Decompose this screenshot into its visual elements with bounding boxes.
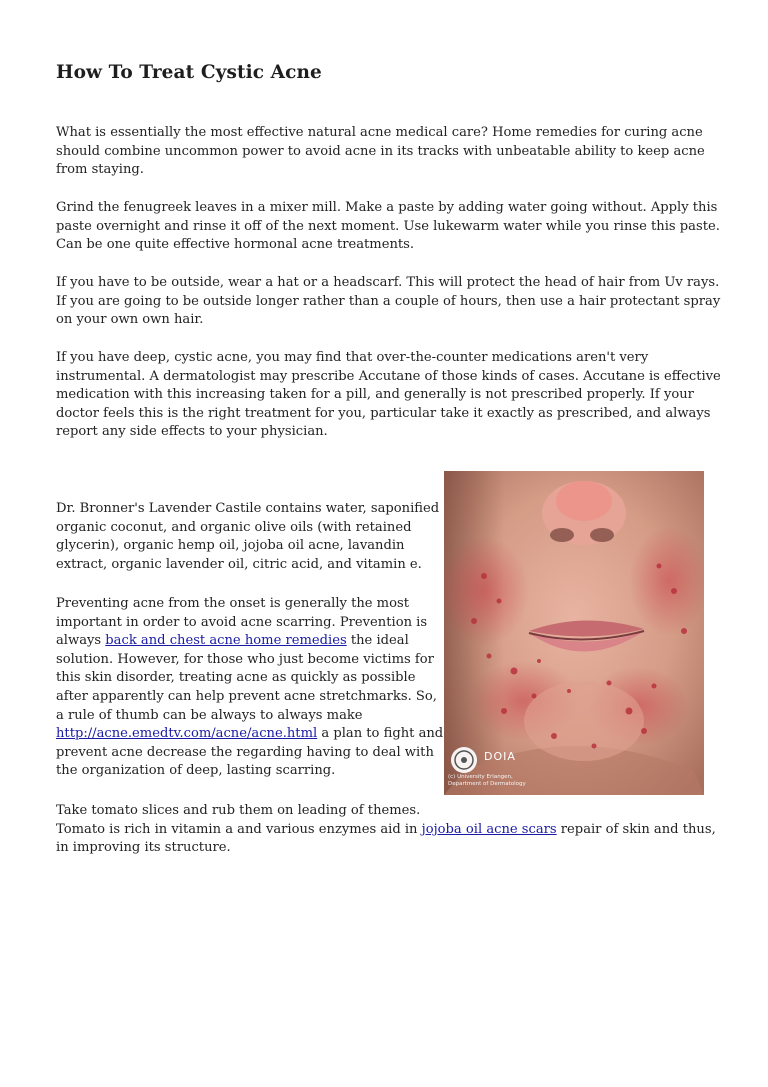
text-line: report any side effects to your physician. <box>56 424 328 440</box>
text-fragment: a plan to fight and <box>317 726 444 742</box>
paragraph-headscarf <box>56 274 721 330</box>
text-line: If you have to be outside, wear a hat or a headscarf. This will protect the head of hair from Uv rays. <box>56 275 720 290</box>
text-line: Dr. Bronner's Lavender Castile contains water, saponified <box>56 501 440 516</box>
text-line: this skin disorder, treating acne as quickly as possible <box>56 670 416 686</box>
text-fragment: always <box>56 633 106 649</box>
text-line: What is essentially the most effective natural acne medical care? Home remedies for curing acne <box>56 125 703 140</box>
text-line: on your own own hair. <box>56 312 204 328</box>
page-title: How To Treat Cystic Acne <box>56 62 322 83</box>
text-line: from staying. <box>56 162 144 178</box>
text-line: glycerin), organic hemp oil, jojoba oil acne, lavandin <box>56 538 405 554</box>
paragraph-prevention <box>56 595 444 781</box>
text-line: important in order to avoid acne scarring. Prevention is <box>56 614 428 630</box>
text-line: the organization of deep, lasting scarring. <box>56 763 336 779</box>
link-jojoba-acne-scars[interactable]: jojoba oil acne scars <box>421 821 557 837</box>
paragraph-fenugreek <box>56 199 720 255</box>
paragraph-castile-soap <box>56 500 441 574</box>
text-line: Can be one quite effective hormonal acne treatments. <box>56 237 415 253</box>
text-line: instrumental. A dermatologist may prescribe Accutane of those kinds of cases. Accutane is effective <box>56 368 721 384</box>
text-line <box>56 632 441 651</box>
paragraph-intro <box>56 124 716 180</box>
text-line: solution. However, for those who just become victims for <box>56 651 434 667</box>
paragraph-tomato <box>56 802 716 858</box>
text-line: extract, organic lavender oil, citric acid, and vitamin e. <box>56 556 422 572</box>
photo-caption <box>448 774 526 788</box>
acne-face-photo <box>444 471 704 795</box>
text-fragment: the ideal <box>346 633 409 649</box>
text-line: Grind the fenugreek leaves in a mixer mill. Make a paste by adding water going without. Apply this <box>56 200 718 215</box>
face-illustration <box>444 471 704 795</box>
text-line: paste overnight and rinse it off of the next moment. Use lukewarm water while you rinse this paste. <box>56 218 720 234</box>
text-fragment: repair of skin and thus, <box>556 821 716 837</box>
text-line: If you have deep, cystic acne, you may find that over-the-counter medications aren't very <box>56 350 649 365</box>
text-line <box>56 725 444 744</box>
text-line: prevent acne decrease the regarding having to deal with <box>56 744 434 760</box>
photo-logo-text: DOIA <box>484 750 516 763</box>
text-line: a rule of thumb can be always to always make <box>56 707 363 723</box>
text-line: in improving its structure. <box>56 840 231 856</box>
doia-logo <box>451 747 477 773</box>
text-line: should combine uncommon power to avoid acne in its tracks with unbeatable ability to keep acne <box>56 143 705 159</box>
text-fragment: Tomato is rich in vitamin a and various enzymes aid in <box>56 821 422 837</box>
text-line: organic coconut, and organic olive oils (with retained <box>56 519 412 535</box>
link-back-chest-acne[interactable]: back and chest acne home remedies <box>105 633 347 649</box>
text-line: after apparently can help prevent acne stretchmarks. So, <box>56 688 437 704</box>
text-line <box>56 821 716 840</box>
text-line: medication with this increasing taken for a pill, and generally is not prescribed properly. If your <box>56 387 694 403</box>
photo-caption-line: (c) University Erlangen, <box>448 774 513 780</box>
text-line: If you are going to be outside longer rather than a couple of hours, then use a hair protectant spray <box>56 293 721 309</box>
link-emedtv-acne[interactable]: http://acne.emedtv.com/acne/acne.html <box>56 726 318 742</box>
photo-caption-line: Department of Dermatology <box>448 781 526 787</box>
paragraph-cystic-acne <box>56 349 721 442</box>
text-line: Take tomato slices and rub them on leading of themes. <box>56 803 421 818</box>
text-line: Preventing acne from the onset is generally the most <box>56 596 409 611</box>
text-line: doctor feels this is the right treatment for you, particular take it exactly as prescribed, and always <box>56 405 711 421</box>
